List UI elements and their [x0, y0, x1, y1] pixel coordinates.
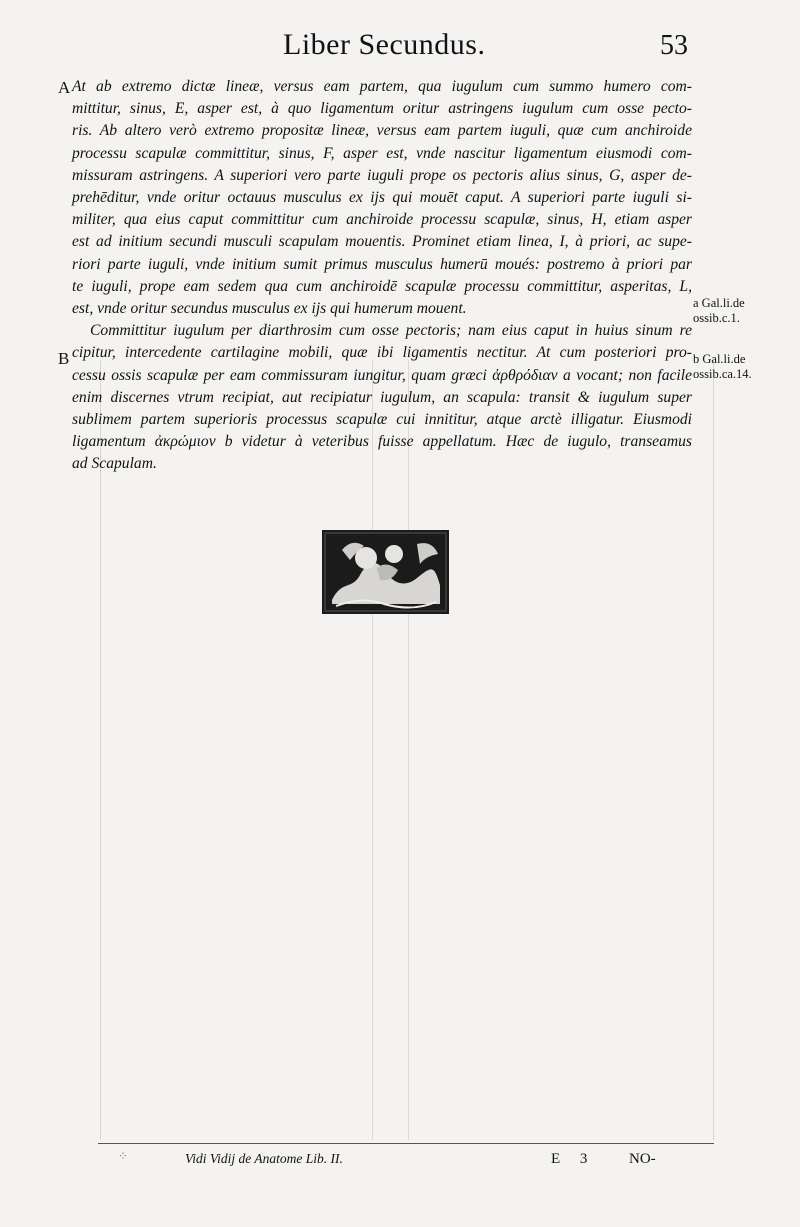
bleed-through-column-rule — [408, 360, 409, 1140]
marginal-note: b Gal.li.de ossib.ca.14. — [693, 352, 752, 381]
text-line: est ad initium secundi musculi scapulam mouentis. Prominet etiam linea, I, à priori, ac supe- — [72, 233, 692, 251]
signature-mark: E 3 — [551, 1151, 596, 1167]
text-line: missuram astringens. A superiori vero parte iuguli prope os pectoris alius sinus, G, asper de- — [72, 166, 692, 184]
text-line: processu scapulæ committitur, sinus, F, asper est, vnde nascitur ligamentum eiusmodi com- — [72, 144, 692, 162]
page-number: 53 — [660, 30, 688, 61]
margin-marker-a: A — [58, 78, 71, 97]
text-line: mittitur, sinus, E, asper est, à quo ligamentum oritur astringens iugulum cum osse pecto- — [72, 100, 692, 118]
text-line: cessu ossis scapulæ per eam commissuram iungitur, quam græci ἀρθρόδιαν a vocant; non facile — [72, 366, 692, 384]
text-line: At ab extremo dictæ lineæ, versus eam partem, qua iugulum cum summo humero com- — [72, 78, 692, 95]
text-line: enim discernes vtrum recipiat, aut recipiatur iugulum, an scapula: transit & iugulum super — [72, 388, 692, 406]
bleed-through-frame — [100, 360, 714, 1140]
text-line: prehēditur, vnde oritur octauus musculus ex ijs qui mouēt caput. A superiori parte iuguli si- — [72, 189, 692, 207]
catchword: NO- — [629, 1151, 656, 1167]
text-line: te iuguli, prope eam sedem qua cum anchiroidē scapulæ processu committitur, asperitas, L, — [72, 277, 692, 295]
page-title: Liber Secundus. — [283, 28, 486, 61]
bleed-through-column-rule — [372, 360, 373, 1140]
text-line: riori parte iuguli, vnde initium sumit primus musculus humerū moués: postremo à priori par — [72, 255, 692, 273]
text-line: est, vnde oritur secundus musculus ex ijs qui humerum mouent. — [72, 300, 467, 318]
text-line: sublimem partem superioris processus scapulæ cui innititur, atque arctè illigatur. Eiusmodi — [72, 411, 692, 429]
text-line: ad Scapulam. — [72, 455, 157, 473]
footer-running-title: Vidi Vidij de Anatome Lib. II. — [185, 1151, 343, 1166]
text-line: militer, qua eius caput committitur cum anchiroide processu scapulæ, sinus, H, etiam asper — [72, 211, 692, 229]
body-text — [72, 76, 692, 476]
text-line: ligamentum ἀκρώμιον b videtur à veteribus fuisse appellatum. Hæc de iugulo, transeamus — [72, 433, 692, 451]
margin-marker-b: B — [58, 349, 70, 368]
marginal-note: a Gal.li.de ossib.c.1. — [693, 296, 745, 325]
text-line: cipitur, intercedente cartilagine mobili, quæ ibi ligamentis nectitur. At cum posteriori pro- — [72, 344, 692, 362]
woodcut-ornament-icon — [322, 530, 449, 614]
ink-smudge-icon: ⁘ — [118, 1149, 129, 1163]
text-line: Committitur iugulum per diarthrosim cum osse pectoris; nam eius caput in huius sinum re — [90, 322, 692, 340]
bottom-rule — [98, 1143, 714, 1144]
text-line: ris. Ab altero verò extremo propositæ lineæ, versus eam partem iuguli, quæ cum anchiroide — [72, 122, 692, 140]
